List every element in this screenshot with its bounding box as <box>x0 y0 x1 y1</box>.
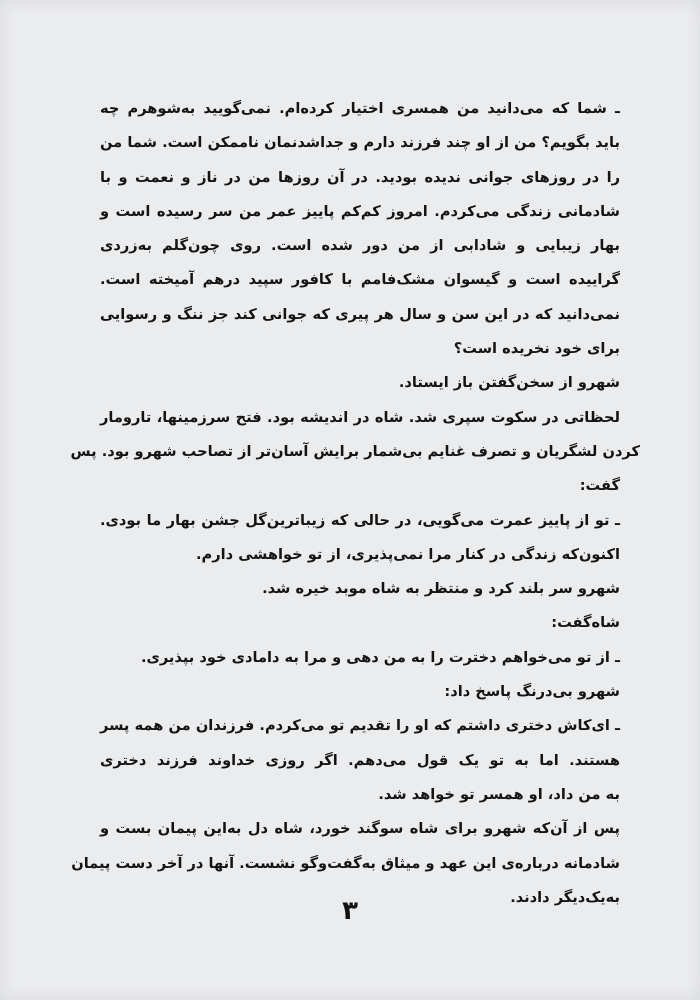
text-line: را در روزهای جوانی ندیده بودید. در آن روزها من در ناز و نعمت و با <box>100 168 620 186</box>
text-line: برای خود نخریده است؟ <box>453 340 620 358</box>
text-line: اکنون‌که زندگی در کنار مرا نمی‌پذیری، از تو خواهشی دارم. <box>196 545 620 563</box>
text-line: کردن لشگریان و تصرف غنایم بی‌شمار برایش آسان‌تر از تصاحب شهرو بود. پس <box>70 442 640 460</box>
text-line: پس از آن‌که شهرو برای شاه سوگند خورد، شاه دل به‌این پیمان بست و <box>100 820 620 838</box>
text-line: به من داد، او همسر تو خواهد شد. <box>378 785 620 803</box>
text-line: بهار زیبایی و شادابی از من دور شده است. روی چون‌گلم به‌زردی <box>100 237 620 255</box>
text-line: شهرو از سخن‌گفتن باز ایستاد. <box>398 374 620 392</box>
text-line: باید بگویم؟ من از او چند فرزند دارم و جداشدنمان ناممکن است. شما من <box>100 134 620 152</box>
text-line: ـ از تو می‌خواهم دخترت را به من دهی و مرا به دامادی خود بپذیری. <box>140 648 620 666</box>
text-line: شادمانه درباره‌ی این عهد و میثاق به‌گفت‌وگو نشست. آنها در آخر دست پیمان <box>71 854 620 872</box>
text-line: نمی‌دانید که در این سن و سال هر پیری که جوانی کند جز ننگ و رسوایی <box>100 305 620 323</box>
page-number: ۳ <box>342 896 358 926</box>
text-line: هستند. اما به تو یک قول می‌دهم. اگر روزی خداوند فرزند دختری <box>100 751 620 769</box>
text-line: ـ تو از پاییز عمرت می‌گویی، در حالی که زیباترین‌گل جشن بهار ما بودی. <box>100 511 620 529</box>
body-text <box>70 92 640 915</box>
text-line: شهرو بی‌درنگ پاسخ داد: <box>444 683 620 701</box>
text-line: لحظاتی در سکوت سپری شد. شاه در اندیشه بود. فتح سرزمینها، تارومار <box>100 408 620 426</box>
text-line: ـ ای‌کاش دختری داشتم که او را تقدیم تو می‌کردم. فرزندان من همه پسر <box>100 717 620 735</box>
text-line: شهرو سر بلند کرد و منتظر به شاه موبد خیره شد. <box>262 580 620 598</box>
text-line: شادمانی زندگی می‌کردم. امروز کم‌کم پاییز عمر من سر رسیده است و <box>100 202 620 220</box>
text-line: گفت: <box>579 477 620 495</box>
text-line: به‌یک‌دیگر دادند. <box>510 888 620 906</box>
text-line: گراییده است و گیسوان مشک‌فامم با کافور سپید درهم آمیخته است. <box>100 271 620 289</box>
text-line: شاه‌گفت: <box>551 614 620 632</box>
text-line: ـ شما که می‌دانید من همسری اختیار کرده‌ام. نمی‌گویید به‌شوهرم چه <box>100 100 620 117</box>
